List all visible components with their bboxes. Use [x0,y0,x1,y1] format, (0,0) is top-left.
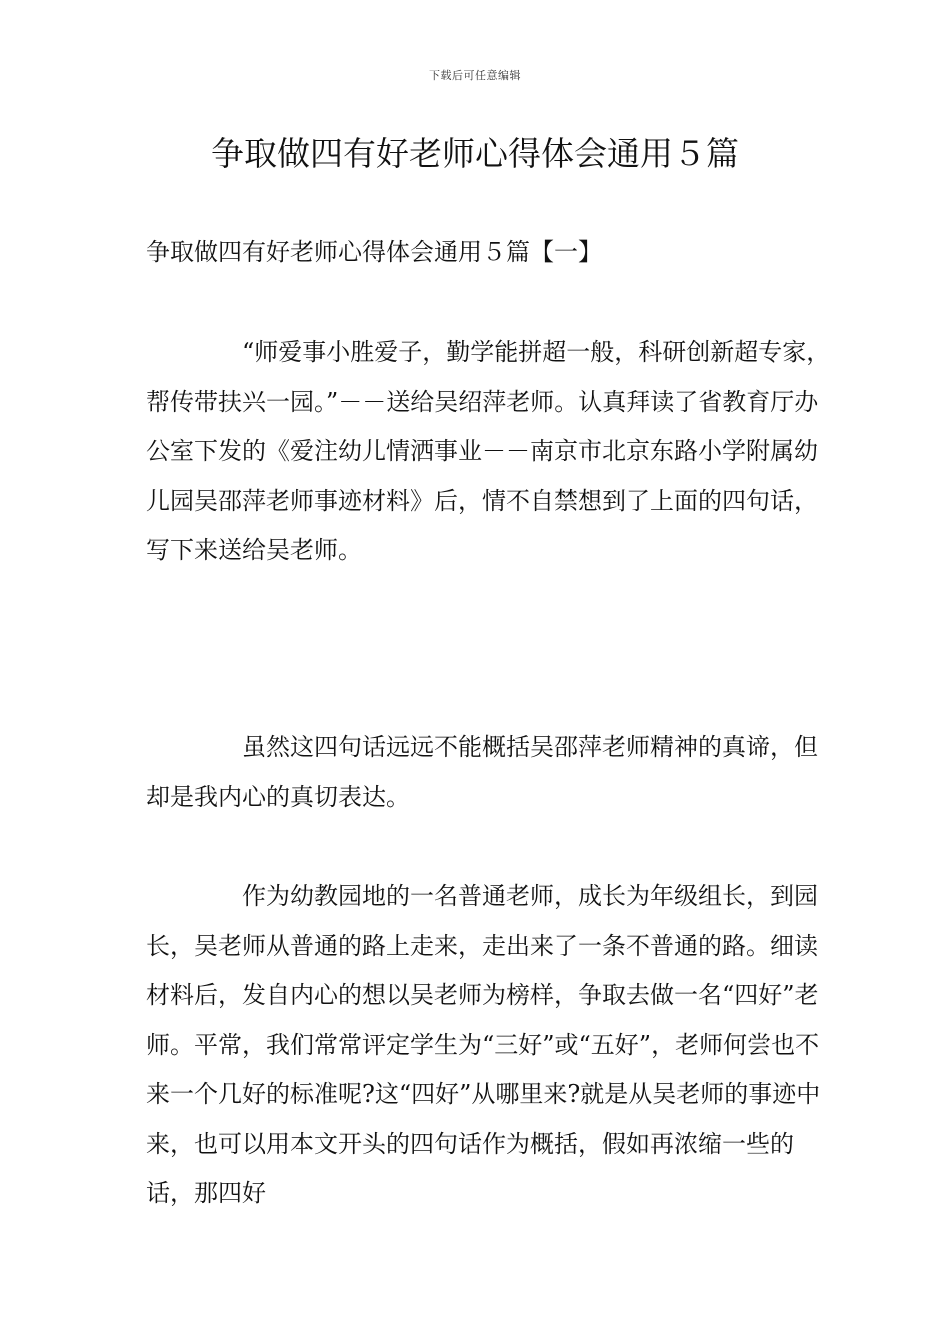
document-title: 争取做四有好老师心得体会通用５篇 [211,134,739,173]
paragraph-2: 虽然这四句话远远不能概括吴邵萍老师精神的真谛，但却是我内心的真切表达。 [146,733,818,811]
paragraph-1: “师爱事小胜爱子，勤学能拼超一般，科研创新超专家，帮传带扶兴一园。”－－送给吴绍萍老师。认真拜读了省教育厅办公室下发的《爱注幼儿情洒事业－－南京市北京东路小学附属幼儿园吴邵萍老师事迹材料》后，情不自禁想到了上面的四句话，写下来送给吴老师。 [146,338,831,564]
paragraph-3: 作为幼教园地的一名普通老师，成长为年级组长，到园长，吴老师从普通的路上走来，走出来了一条不普通的路。细读材料后，发自内心的想以吴老师为榜样，争取去做一名“四好”老师。平常，我们常常评定学生为“三好”或“五好”，老师何尝也不来一个几好的标准呢?这“四好”从哪里来?就是从吴老师的事迹中来，也可以用本文开头的四句话作为概括，假如再浓缩一些的话，那四好 [146,882,821,1207]
section-heading: 争取做四有好老师心得体会通用５篇【一】 [146,238,602,266]
header-note: 下载后可任意编辑 [429,69,521,82]
